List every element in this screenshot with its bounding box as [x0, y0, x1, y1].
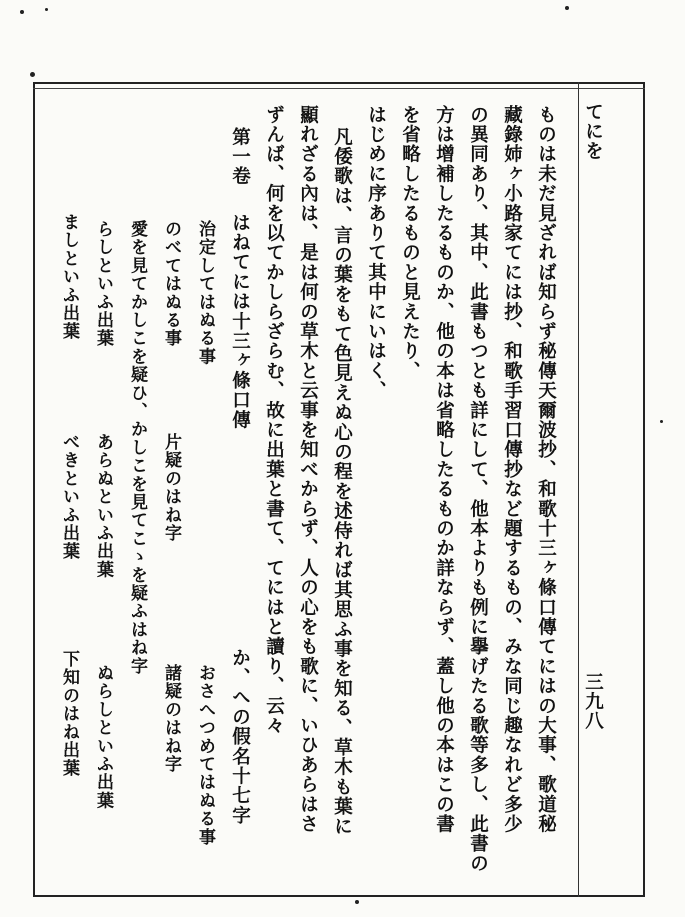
header-divider: [578, 82, 579, 897]
item-list-entry: 愛を見てかしこを疑ひ、かしこを見てこゝを疑ふはね字: [127, 220, 147, 675]
body-column-1: ものは未だ見ざれば知らず秘傳天爾波抄、和歌十三ヶ條口傳てにはの大事、歌道秘: [535, 105, 557, 834]
item-list-entry: おさへつめてはぬる事: [195, 664, 215, 846]
item-list-entry: 治定してはぬる事: [195, 220, 215, 366]
item-list-entry: のべてはぬる事: [161, 220, 181, 348]
item-list-entry: あらぬといふ出葉: [93, 433, 113, 579]
body-column-2: 藏錄姉ヶ小路家てには抄、和歌手習口傳抄など題するもの、みな同じ趣なれど多少: [501, 105, 523, 834]
body-column-3: の異同あり、其中、此書もつとも詳にして、他本よりも例に擧げたる歌等多し、此書の: [467, 105, 489, 874]
volume-title: はねてには十三ヶ條口傳: [229, 213, 251, 430]
item-list-entry: ぬらしといふ出葉: [93, 664, 113, 810]
scan-speck: [355, 900, 359, 904]
body-column-6: はじめに序ありて其中にいはく、: [365, 105, 387, 401]
kana-heading: か、への假名十七字: [229, 648, 251, 826]
body-column-9: ずんば、何を以てかしらざらむ、故に出葉と書て、てにはと讀り、云々: [263, 105, 285, 736]
scan-speck: [45, 8, 48, 11]
volume-label: 第一卷: [229, 127, 251, 187]
item-list-entry: べきといふ出葉: [59, 433, 79, 561]
item-list-entry: 下知のはね出葉: [59, 650, 79, 778]
item-list-entry: 片疑のはね字: [161, 433, 181, 543]
scan-speck: [20, 10, 24, 14]
item-list-entry: 諸疑のはね字: [161, 664, 181, 774]
body-column-4: 方は增補したるものか、他の本は省略したるものか詳ならず、蓋し他の本はこの書: [433, 105, 455, 834]
body-column-7: 凡倭歌は、言の葉をもて色見えぬ心の程を述侍れば其思ふ事を知る、草木も葉に: [331, 127, 353, 837]
body-column-5: を省略したるものと見えたり、: [399, 105, 421, 381]
scan-speck: [660, 420, 663, 423]
running-title: てにを: [582, 102, 604, 162]
scan-speck: [565, 6, 569, 10]
frame-inner-rule: [33, 88, 645, 89]
item-list-entry: らしといふ出葉: [93, 220, 113, 348]
page-number: 三九八: [582, 672, 604, 732]
item-list-entry: ましといふ出葉: [59, 213, 79, 341]
body-column-8: 顯れざる內は、是は何の草木と云事を知べからず、人の心をも歌に、いひあらはさ: [297, 105, 319, 834]
scan-speck: [30, 72, 35, 77]
